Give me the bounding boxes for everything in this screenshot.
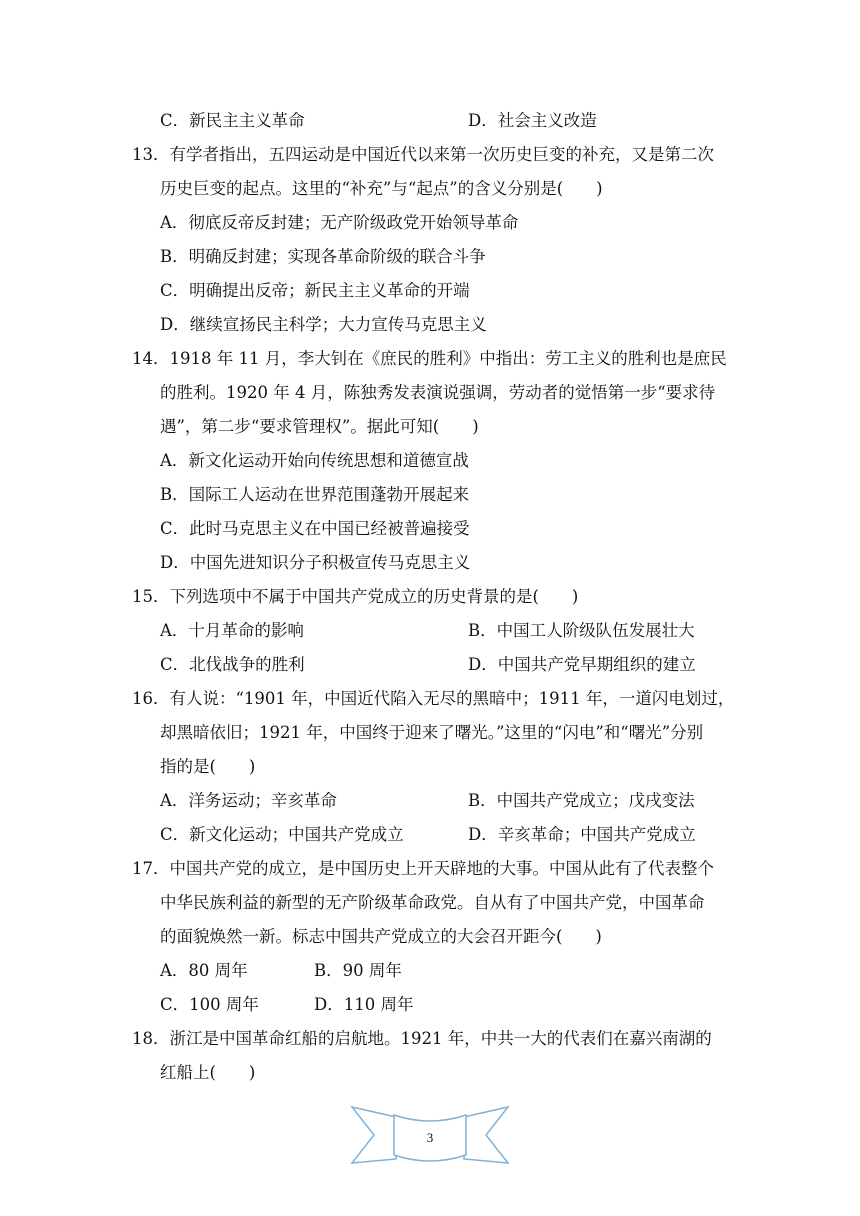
option-d: D．社会主义改造 bbox=[468, 111, 597, 130]
question-15-option-a: A．十月革命的影响 bbox=[160, 621, 304, 640]
question-17-option-b: B．90 周年 bbox=[314, 961, 402, 980]
question-13-option-d: D．继续宣扬民主科学；大力宣传马克思主义 bbox=[160, 315, 487, 334]
question-15-text: 15．下列选项中不属于中国共产党成立的历史背景的是( ) bbox=[132, 587, 579, 606]
question-17-option-d: D．110 周年 bbox=[314, 995, 414, 1014]
question-17-text: 的面貌焕然一新。标志中国共产党成立的大会召开距今( ) bbox=[160, 927, 602, 946]
question-14-option-d: D．中国先进知识分子积极宣传马克思主义 bbox=[160, 553, 471, 572]
question-16-option-d: D．辛亥革命；中国共产党成立 bbox=[468, 825, 696, 844]
question-16-option-b: B．中国共产党成立；戊戌变法 bbox=[468, 791, 695, 810]
question-13-text: 历史巨变的起点。这里的“补充”与“起点”的含义分别是( ) bbox=[160, 179, 603, 198]
question-15-option-b: B．中国工人阶级队伍发展壮大 bbox=[468, 621, 695, 640]
question-14-text: 14．1918 年 11 月，李大钊在《庶民的胜利》中指出：劳工主义的胜利也是庶民 bbox=[132, 349, 727, 368]
question-13-option-c: C．明确提出反帝；新民主主义革命的开端 bbox=[160, 281, 470, 300]
question-16-option-c: C．新文化运动；中国共产党成立 bbox=[160, 825, 404, 844]
question-14-option-a: A．新文化运动开始向传统思想和道德宣战 bbox=[160, 451, 469, 470]
question-18-text: 18．浙江是中国革命红船的启航地。1921 年，中共一大的代表们在嘉兴南湖的 bbox=[132, 1029, 712, 1048]
question-16-text: 指的是( ) bbox=[160, 757, 256, 776]
question-16-text: 却黑暗依旧；1921 年，中国终于迎来了曙光。”这里的“闪电”和“曙光”分别 bbox=[160, 723, 704, 742]
question-17-text: 中华民族利益的新型的无产阶级革命政党。自从有了中国共产党，中国革命 bbox=[160, 893, 705, 912]
question-16-text: 16．有人说：“1901 年，中国近代陷入无尽的黑暗中；1911 年，一道闪电划过， bbox=[132, 689, 735, 708]
question-13-option-b: B．明确反封建；实现各革命阶级的联合斗争 bbox=[160, 247, 486, 266]
question-16-option-a: A．洋务运动；辛亥革命 bbox=[160, 791, 337, 810]
question-15-option-c: C．北伐战争的胜利 bbox=[160, 655, 305, 674]
question-14-option-b: B．国际工人运动在世界范围蓬勃开展起来 bbox=[160, 485, 470, 504]
option-c: C．新民主主义革命 bbox=[160, 111, 305, 130]
question-14-text: 遇”，第二步“要求管理权”。据此可知( ) bbox=[160, 417, 479, 436]
question-17-text: 17．中国共产党的成立，是中国历史上开天辟地的大事。中国从此有了代表整个 bbox=[132, 859, 714, 878]
question-18-text: 红船上( ) bbox=[160, 1063, 256, 1082]
question-15-option-d: D．中国共产党早期组织的建立 bbox=[468, 655, 696, 674]
page-number: 3 bbox=[426, 1130, 434, 1145]
question-13-option-a: A．彻底反帝反封建；无产阶级政党开始领导革命 bbox=[160, 213, 519, 232]
question-17-option-c: C．100 周年 bbox=[160, 995, 259, 1014]
question-17-option-a: A．80 周年 bbox=[160, 961, 248, 980]
question-14-text: 的胜利。1920 年 4 月，陈独秀发表演说强调，劳动者的觉悟第一步“要求待 bbox=[160, 383, 716, 402]
question-14-option-c: C．此时马克思主义在中国已经被普遍接受 bbox=[160, 519, 470, 538]
question-13-text: 13．有学者指出，五四运动是中国近代以来第一次历史巨变的补充，又是第二次 bbox=[132, 145, 714, 164]
